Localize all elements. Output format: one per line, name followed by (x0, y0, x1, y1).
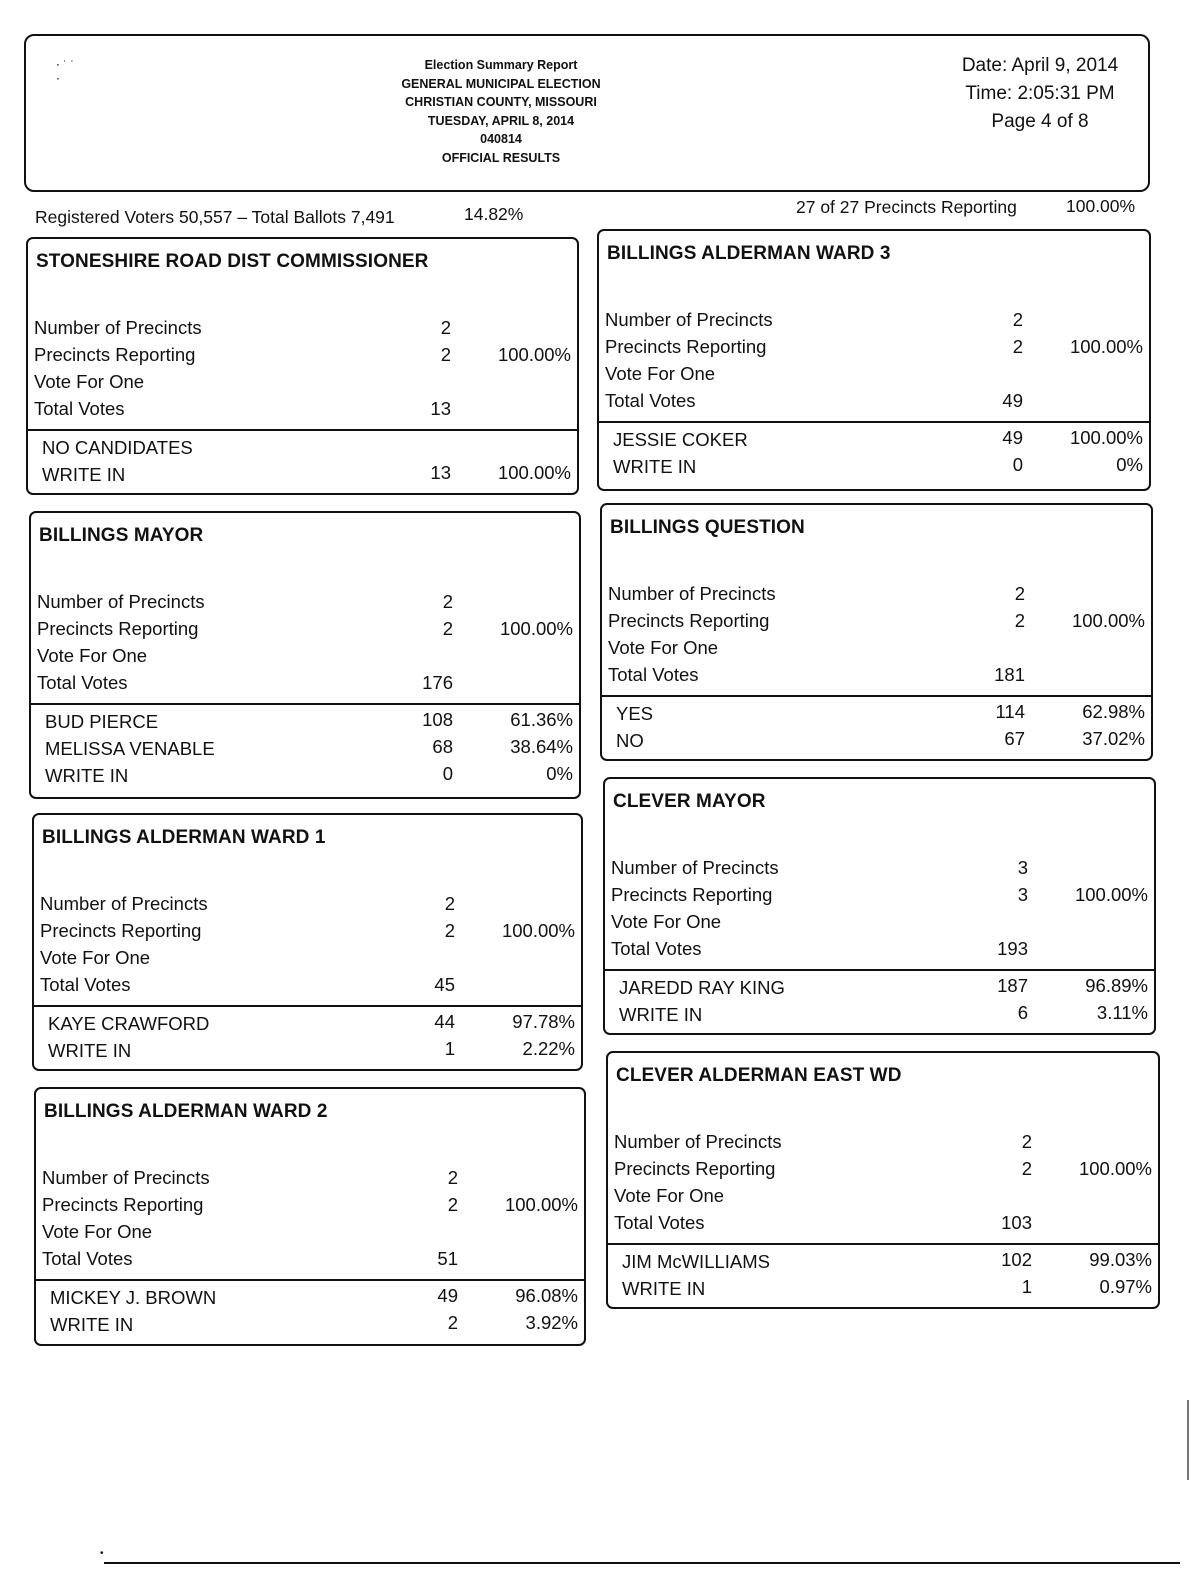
contest-box (600, 503, 1153, 761)
number-of-precincts-label: Number of Precincts (37, 591, 205, 612)
candidate-row (50, 1310, 578, 1337)
total-votes-value: 176 (422, 672, 453, 693)
total-votes-label: Total Votes (37, 672, 128, 693)
precincts-reporting-value: 2 (442, 618, 453, 639)
candidate-percent: 99.03% (1089, 1249, 1152, 1270)
stat-row-total-votes (605, 388, 1143, 415)
number-of-precincts-label: Number of Precincts (614, 1131, 782, 1152)
results-divider (34, 1005, 581, 1007)
candidate-row (48, 1009, 575, 1036)
contest-title: BILLINGS QUESTION (610, 517, 805, 538)
candidate-name: WRITE IN (613, 456, 697, 477)
total-votes-value: 49 (1002, 390, 1023, 411)
precincts-reporting-value: 3 (1017, 884, 1028, 905)
contest-title: BILLINGS ALDERMAN WARD 3 (607, 243, 891, 264)
candidate-name: JESSIE COKER (613, 429, 748, 450)
election-date: TUESDAY, APRIL 8, 2014 (427, 113, 575, 128)
candidate-name: MELISSA VENABLE (45, 738, 215, 759)
total-votes-label: Total Votes (608, 664, 699, 685)
candidate-percent: 96.08% (515, 1285, 578, 1306)
stat-row-number-of-precincts (608, 581, 1145, 608)
candidate-votes: 44 (434, 1011, 455, 1032)
candidate-percent: 100.00% (497, 462, 571, 483)
candidate-percent: 37.02% (1082, 728, 1145, 749)
scan-edge-line (1187, 1400, 1189, 1480)
candidate-percent: 0% (546, 763, 573, 784)
scan-specks: ⋅ ˙ ˙ ⋅ (56, 58, 75, 86)
stat-row-vote-for (34, 369, 571, 396)
candidate-list (50, 1283, 578, 1337)
precincts-reporting-label: Precincts Reporting (605, 336, 767, 357)
report-header (24, 34, 1150, 192)
candidate-percent: 62.98% (1082, 701, 1145, 722)
candidate-row (42, 433, 571, 460)
candidate-votes: 68 (432, 736, 453, 757)
stat-row-total-votes (40, 972, 575, 999)
candidate-name: WRITE IN (622, 1278, 706, 1299)
stat-row-vote-for (42, 1219, 578, 1246)
number-of-precincts-label: Number of Precincts (608, 583, 776, 604)
contest-box (32, 813, 583, 1071)
precincts-reporting-summary: 27 of 27 Precincts Reporting (796, 197, 1017, 217)
candidate-percent: 97.78% (512, 1011, 575, 1032)
stat-row-number-of-precincts (614, 1129, 1152, 1156)
vote-for-label: Vote For One (40, 947, 151, 968)
candidate-name: JAREDD RAY KING (619, 977, 785, 998)
candidate-name: BUD PIERCE (45, 711, 159, 732)
candidate-percent: 0% (1116, 454, 1143, 475)
candidate-row (50, 1283, 578, 1310)
results-divider (608, 1243, 1158, 1245)
precincts-reporting-label: Precincts Reporting (40, 920, 202, 941)
candidate-name: WRITE IN (48, 1040, 132, 1061)
stat-row-vote-for (40, 945, 575, 972)
candidate-list (48, 1009, 575, 1063)
candidate-percent: 100.00% (1069, 427, 1143, 448)
candidate-name: YES (616, 703, 654, 724)
candidate-row (45, 734, 573, 761)
candidate-row (616, 699, 1145, 726)
report-title: Election Summary Report (424, 58, 578, 72)
total-votes-label: Total Votes (605, 390, 696, 411)
stat-row-precincts-reporting (605, 334, 1143, 361)
candidate-votes: 67 (1004, 728, 1025, 749)
candidate-percent: 3.11% (1096, 1002, 1148, 1023)
candidate-list (45, 707, 573, 788)
results-divider (28, 429, 577, 431)
number-of-precincts-value: 2 (1012, 309, 1023, 330)
total-votes-label: Total Votes (34, 398, 125, 419)
contest-title: BILLINGS ALDERMAN WARD 1 (42, 827, 326, 848)
candidate-percent: 3.92% (525, 1312, 578, 1333)
vote-for-label: Vote For One (611, 911, 722, 932)
contest-stats (42, 1165, 578, 1273)
stat-row-precincts-reporting (40, 918, 575, 945)
vote-for-label: Vote For One (608, 637, 719, 658)
contest-box (597, 229, 1151, 491)
candidate-votes: 108 (422, 709, 453, 730)
stat-row-total-votes (37, 670, 573, 697)
precincts-reporting-percent: 100.00% (499, 618, 573, 639)
contest-title: STONESHIRE ROAD DIST COMMISSIONER (36, 251, 429, 272)
candidate-votes: 102 (1001, 1249, 1032, 1270)
candidate-row (622, 1274, 1152, 1301)
total-votes-value: 45 (434, 974, 455, 995)
precincts-reporting-percent: 100.00% (504, 1194, 578, 1215)
contest-box (603, 777, 1156, 1035)
precincts-reporting-value: 2 (447, 1194, 458, 1215)
candidate-list (42, 433, 571, 487)
report-title-block (351, 56, 651, 167)
contest-title: BILLINGS MAYOR (39, 525, 204, 546)
candidate-percent: 2.22% (522, 1038, 575, 1059)
precincts-reporting-value: 2 (440, 344, 451, 365)
contest-box (34, 1087, 586, 1346)
vote-for-label: Vote For One (37, 645, 148, 666)
candidate-name: JIM McWILLIAMS (622, 1251, 771, 1272)
turnout-percent: 14.82% (464, 204, 524, 224)
stat-row-number-of-precincts (40, 891, 575, 918)
stat-row-total-votes (611, 936, 1148, 963)
contest-box (26, 237, 579, 495)
total-votes-value: 193 (997, 938, 1028, 959)
candidate-name: NO (616, 730, 644, 751)
stat-row-vote-for (608, 635, 1145, 662)
precincts-reporting-percent: 100.00% (1066, 196, 1136, 216)
precincts-reporting-value: 2 (444, 920, 455, 941)
results-divider (602, 695, 1151, 697)
contest-stats (608, 581, 1145, 689)
total-votes-label: Total Votes (614, 1212, 705, 1233)
candidate-list (613, 425, 1143, 479)
contest-stats (34, 315, 571, 423)
candidate-row (613, 452, 1143, 479)
candidate-name: WRITE IN (50, 1314, 134, 1335)
candidate-row (45, 707, 573, 734)
contest-title: CLEVER ALDERMAN EAST WD (616, 1065, 902, 1086)
contest-title: BILLINGS ALDERMAN WARD 2 (44, 1101, 328, 1122)
precincts-reporting-percent: 100.00% (1069, 336, 1143, 357)
candidate-percent: 96.89% (1085, 975, 1148, 996)
candidate-votes: 49 (437, 1285, 458, 1306)
candidate-votes: 13 (430, 462, 451, 483)
scan-mark: • (100, 1548, 104, 1559)
stat-row-precincts-reporting (614, 1156, 1152, 1183)
precincts-reporting-label: Precincts Reporting (34, 344, 196, 365)
registered-voters: Registered Voters 50,557 – Total Ballots 7,491 (35, 207, 395, 227)
candidate-votes: 114 (995, 701, 1025, 722)
stat-row-total-votes (42, 1246, 578, 1273)
candidate-list (619, 973, 1148, 1027)
precincts-reporting-label: Precincts Reporting (608, 610, 770, 631)
report-date: Date: April 9, 2014 (961, 55, 1119, 76)
candidate-row (613, 425, 1143, 452)
stat-row-precincts-reporting (611, 882, 1148, 909)
total-votes-label: Total Votes (611, 938, 702, 959)
number-of-precincts-value: 2 (1021, 1131, 1032, 1152)
results-status: OFFICIAL RESULTS (441, 150, 561, 165)
vote-for-label: Vote For One (34, 371, 145, 392)
election-name: GENERAL MUNICIPAL ELECTION (401, 76, 601, 91)
candidate-votes: 0 (442, 763, 453, 784)
candidate-row (619, 973, 1148, 1000)
candidate-row (619, 1000, 1148, 1027)
contest-box (606, 1051, 1160, 1309)
candidate-name: WRITE IN (42, 464, 126, 485)
report-meta (940, 52, 1140, 136)
precincts-reporting-value: 2 (1012, 336, 1023, 357)
stat-row-vote-for (614, 1183, 1152, 1210)
candidate-name: KAYE CRAWFORD (48, 1013, 210, 1034)
election-code: 040814 (480, 132, 522, 146)
contest-stats (40, 891, 575, 999)
number-of-precincts-label: Number of Precincts (40, 893, 208, 914)
candidate-name: WRITE IN (45, 765, 129, 786)
stat-row-precincts-reporting (42, 1192, 578, 1219)
candidate-votes: 0 (1012, 454, 1023, 475)
contest-stats (614, 1129, 1152, 1237)
candidate-percent: 61.36% (510, 709, 573, 730)
stat-row-number-of-precincts (37, 589, 573, 616)
number-of-precincts-label: Number of Precincts (34, 317, 202, 338)
candidate-votes: 6 (1017, 1002, 1028, 1023)
precincts-reporting-value: 2 (1021, 1158, 1032, 1179)
candidate-row (45, 761, 573, 788)
page-number: Page 4 of 8 (991, 111, 1089, 132)
results-divider (605, 969, 1154, 971)
vote-for-label: Vote For One (42, 1221, 153, 1242)
report-time: Time: 2:05:31 PM (965, 83, 1115, 104)
candidate-percent: 0.97% (1099, 1276, 1152, 1297)
stat-row-total-votes (608, 662, 1145, 689)
candidate-name: WRITE IN (619, 1004, 703, 1025)
number-of-precincts-value: 2 (447, 1167, 458, 1188)
candidate-name: NO CANDIDATES (42, 437, 193, 458)
contest-stats (37, 589, 573, 697)
number-of-precincts-value: 2 (1014, 583, 1025, 604)
candidate-votes: 2 (447, 1312, 458, 1333)
candidate-votes: 49 (1002, 427, 1023, 448)
stat-row-number-of-precincts (42, 1165, 578, 1192)
stat-row-vote-for (37, 643, 573, 670)
candidate-votes: 1 (1021, 1276, 1032, 1297)
precincts-reporting-value: 2 (1014, 610, 1025, 631)
total-votes-value: 103 (1001, 1212, 1032, 1233)
candidate-list (616, 699, 1145, 753)
precincts-reporting-percent: 100.00% (1074, 884, 1148, 905)
number-of-precincts-label: Number of Precincts (611, 857, 779, 878)
number-of-precincts-value: 2 (440, 317, 451, 338)
candidate-row (616, 726, 1145, 753)
page-bottom-rule (104, 1562, 1180, 1564)
precincts-reporting-label: Precincts Reporting (611, 884, 773, 905)
candidate-list (622, 1247, 1152, 1301)
contest-title: CLEVER MAYOR (613, 791, 766, 812)
total-votes-label: Total Votes (40, 974, 131, 995)
candidate-row (48, 1036, 575, 1063)
candidate-name: MICKEY J. BROWN (50, 1287, 217, 1308)
number-of-precincts-label: Number of Precincts (42, 1167, 210, 1188)
vote-for-label: Vote For One (614, 1185, 725, 1206)
stat-row-precincts-reporting (34, 342, 571, 369)
stat-row-precincts-reporting (608, 608, 1145, 635)
precincts-reporting-percent: 100.00% (501, 920, 575, 941)
stat-row-number-of-precincts (611, 855, 1148, 882)
precincts-reporting-label: Precincts Reporting (614, 1158, 776, 1179)
precincts-reporting-label: Precincts Reporting (42, 1194, 204, 1215)
candidate-row (42, 460, 571, 487)
stat-row-number-of-precincts (605, 307, 1143, 334)
number-of-precincts-value: 2 (444, 893, 455, 914)
stat-row-vote-for (605, 361, 1143, 388)
candidate-votes: 1 (444, 1038, 455, 1059)
stat-row-vote-for (611, 909, 1148, 936)
results-divider (36, 1279, 584, 1281)
precincts-reporting-label: Precincts Reporting (37, 618, 199, 639)
candidate-votes: 187 (997, 975, 1028, 996)
precincts-reporting-percent: 100.00% (497, 344, 571, 365)
county-name: CHRISTIAN COUNTY, MISSOURI (405, 95, 597, 109)
stat-row-precincts-reporting (37, 616, 573, 643)
results-divider (599, 421, 1149, 423)
candidate-percent: 38.64% (510, 736, 573, 757)
number-of-precincts-value: 3 (1017, 857, 1028, 878)
total-votes-label: Total Votes (42, 1248, 133, 1269)
vote-for-label: Vote For One (605, 363, 716, 384)
candidate-row (622, 1247, 1152, 1274)
stat-row-total-votes (34, 396, 571, 423)
number-of-precincts-value: 2 (442, 591, 453, 612)
total-votes-value: 13 (430, 398, 451, 419)
contest-stats (605, 307, 1143, 415)
stat-row-total-votes (614, 1210, 1152, 1237)
stat-row-number-of-precincts (34, 315, 571, 342)
precincts-reporting-percent: 100.00% (1071, 610, 1145, 631)
results-divider (31, 703, 579, 705)
precincts-reporting-percent: 100.00% (1078, 1158, 1152, 1179)
number-of-precincts-label: Number of Precincts (605, 309, 773, 330)
contest-stats (611, 855, 1148, 963)
total-votes-value: 181 (994, 664, 1025, 685)
contest-box (29, 511, 581, 799)
total-votes-value: 51 (437, 1248, 458, 1269)
